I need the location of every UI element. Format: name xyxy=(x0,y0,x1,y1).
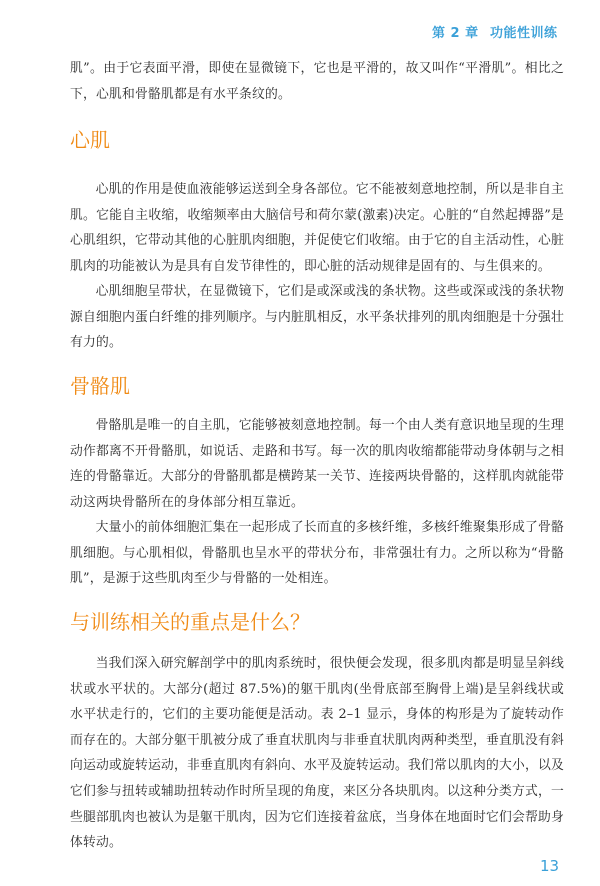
section-heading-skeletal-muscle: 骨骼肌 xyxy=(70,374,130,398)
chapter-number: 第 2 章 xyxy=(432,26,479,41)
training-paragraph-1: 当我们深入研究解剖学中的肌肉系统时，很快便会发现，很多肌肉都是明显呈斜线状或水平状的。大部分(超过 87.5%)的躯干肌肉(坐骨底部至胸骨上端)是呈斜线状或水平状走行的，它们的主要功能便是活动。表 2–1 显示，身体的构形是为了旋转动作而存在的。大部分躯干肌被分成了垂直状肌肉与非垂直状肌肉两种类型，垂直肌没有斜向运动或旋转运动，非垂直肌肉有斜向、水平及旋转运动。我们常以肌肉的大小，以及它们参与扭转或辅助扭转动作时所呈现的角度，来区分各块肌肉。以这种分类方式，一些腿部肌肉也被认为是躯干肌肉，因为它们连接着盆底，当身体在地面时它们会帮助身体转动。 xyxy=(70,656,564,851)
skeletal-paragraph-1: 骨骼肌是唯一的自主肌，它能够被刻意地控制。每一个由人类有意识地呈现的生理动作都离不开骨骼肌，如说话、走路和书写。每一次的肌肉收缩都能带动身体朝与之相连的骨骼靠近。大部分的骨骼肌都是横跨某一关节、连接两块骨骼的，这样肌肉就能带动这两块骨骼所在的身体部分相互靠近。 xyxy=(70,418,564,510)
page-number: 13 xyxy=(540,857,560,875)
section-heading-training-focus: 与训练相关的重点是什么？ xyxy=(70,610,310,634)
cardiac-paragraph-1: 心肌的作用是使血液能够运送到全身各部位。它不能被刻意地控制，所以是非自主肌。它能自主收缩，收缩频率由大脑信号和荷尔蒙(激素)决定。心脏的“自然起搏器”是心肌组织，它带动其他的心脏肌肉细胞，并促使它们收缩。由于它的自主活动性，心脏肌肉的功能被认为是具有自发节律性的，即心脏的活动规律是固有的、与生俱来的。 xyxy=(70,182,564,274)
chapter-title: 功能性训练 xyxy=(490,26,558,41)
intro-paragraph: 肌”。由于它表面平滑，即使在显微镜下，它也是平滑的，故又叫作“平滑肌”。相比之下，心肌和骨骼肌都是有水平条纹的。 xyxy=(70,61,564,102)
cardiac-paragraph-2: 心肌细胞呈带状，在显微镜下，它们是或深或浅的条状物。这些或深或浅的条状物源自细胞内蛋白纤维的排列顺序。与内脏肌相反，水平条状排列的肌肉细胞是十分强壮有力的。 xyxy=(70,284,564,351)
running-header xyxy=(0,20,600,42)
section-heading-cardiac-muscle: 心肌 xyxy=(70,128,110,152)
skeletal-paragraph-2: 大量小的前体细胞汇集在一起形成了长而直的多核纤维，多核纤维聚集形成了骨骼肌细胞。与心肌相似，骨骼肌也呈水平的带状分布，非常强壮有力。之所以称为“骨骼肌”，是源于这些肌肉至少与骨骼的一处相连。 xyxy=(70,520,564,587)
